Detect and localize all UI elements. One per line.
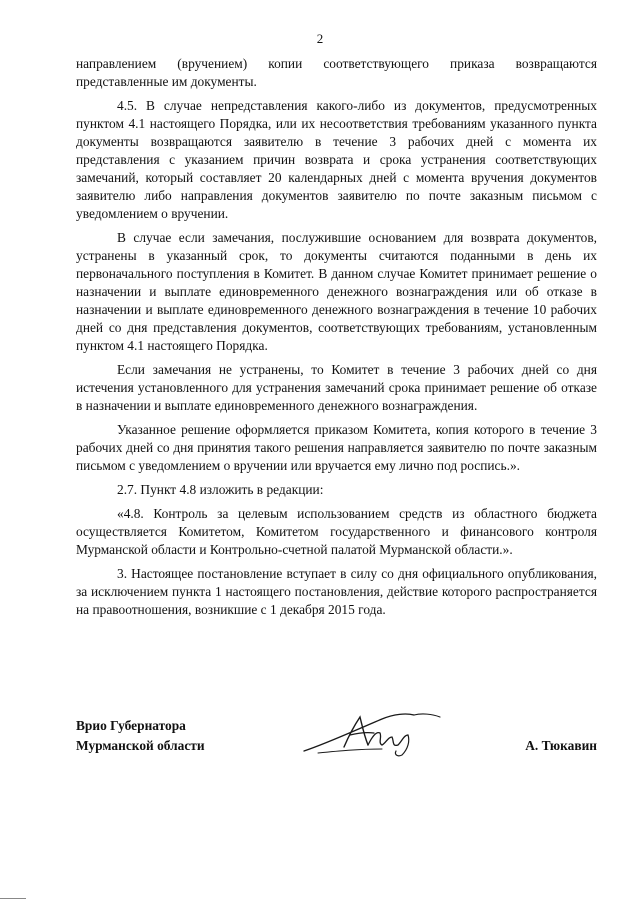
page-number: 2 (316, 31, 324, 46)
handwritten-signature (298, 707, 448, 759)
paragraph-remarks-not-fixed: Если замечания не устранены, то Комитет в течение 3 рабочих дней со дня истечения установленного для устранения замечаний срока принимает решение об отказе в назначении и выплате единовременного денежного вознаграждения. (76, 362, 597, 413)
document-body (76, 55, 597, 625)
paragraph-4-8: «4.8. Контроль за целевым использованием средств из областного бюджета осуществляется Комитетом, Комитетом государственного и финансового контроля Мурманской области и Контрольно-счетной палатой Мурманской области.». (76, 506, 597, 557)
paragraph-remarks-fixed: В случае если замечания, послужившие основанием для возврата документов, устранены в указанный срок, то документы считаются поданными в день их первоначального поступления в Комитет. В данном случае Комитет принимает решение о назначении и выплате единовременного денежного вознаграждения или об отказе в назначении и выплате единовременного денежного вознаграждения в течение 10 рабочих дней со дня представления документов, соответствующих требованиям, установленным пунктом 4.1 настоящего Порядка. (76, 230, 597, 353)
signatory-title-line1: Врио Губернатора (76, 718, 186, 733)
signatory-name: А. Тюкавин (525, 738, 597, 753)
signatory-title (76, 716, 205, 756)
scan-edge-mark (0, 898, 26, 899)
paragraph-2-7: 2.7. Пункт 4.8 изложить в редакции: (117, 482, 324, 497)
paragraph-3-effective: 3. Настоящее постановление вступает в силу со дня официального опубликования, за исключением пункта 1 настоящего постановления, действие которого распространяется на правоотношения, возникшие с 1 декабря 2015 года. (76, 566, 597, 617)
paragraph-decision-order: Указанное решение оформляется приказом Комитета, копия которого в течение 3 рабочих дней со дня принятия такого решения направляется заявителю по почте заказным письмом с уведомлением о вручении или вручается ему лично под роспись.». (76, 422, 597, 473)
paragraph-4-5: 4.5. В случае непредставления какого-либо из документов, предусмотренных пунктом 4.1 настоящего Порядка, или их несоответствия требованиям указанного пункта документы возвращаются заявителю в течение 3 рабочих дней с момента их представления с указанием причин возврата и срока устранения соответствующих замечаний, который составляет 20 календарных дней с момента вручения документов заявителю либо направления документов заявителю по почте заказным письмом с уведомлением о вручении. (76, 98, 597, 221)
paragraph-continuation: направлением (вручением) копии соответствующего приказа возвращаются представленные им документы. (76, 56, 597, 89)
signatory-title-line2: Мурманской области (76, 738, 205, 753)
